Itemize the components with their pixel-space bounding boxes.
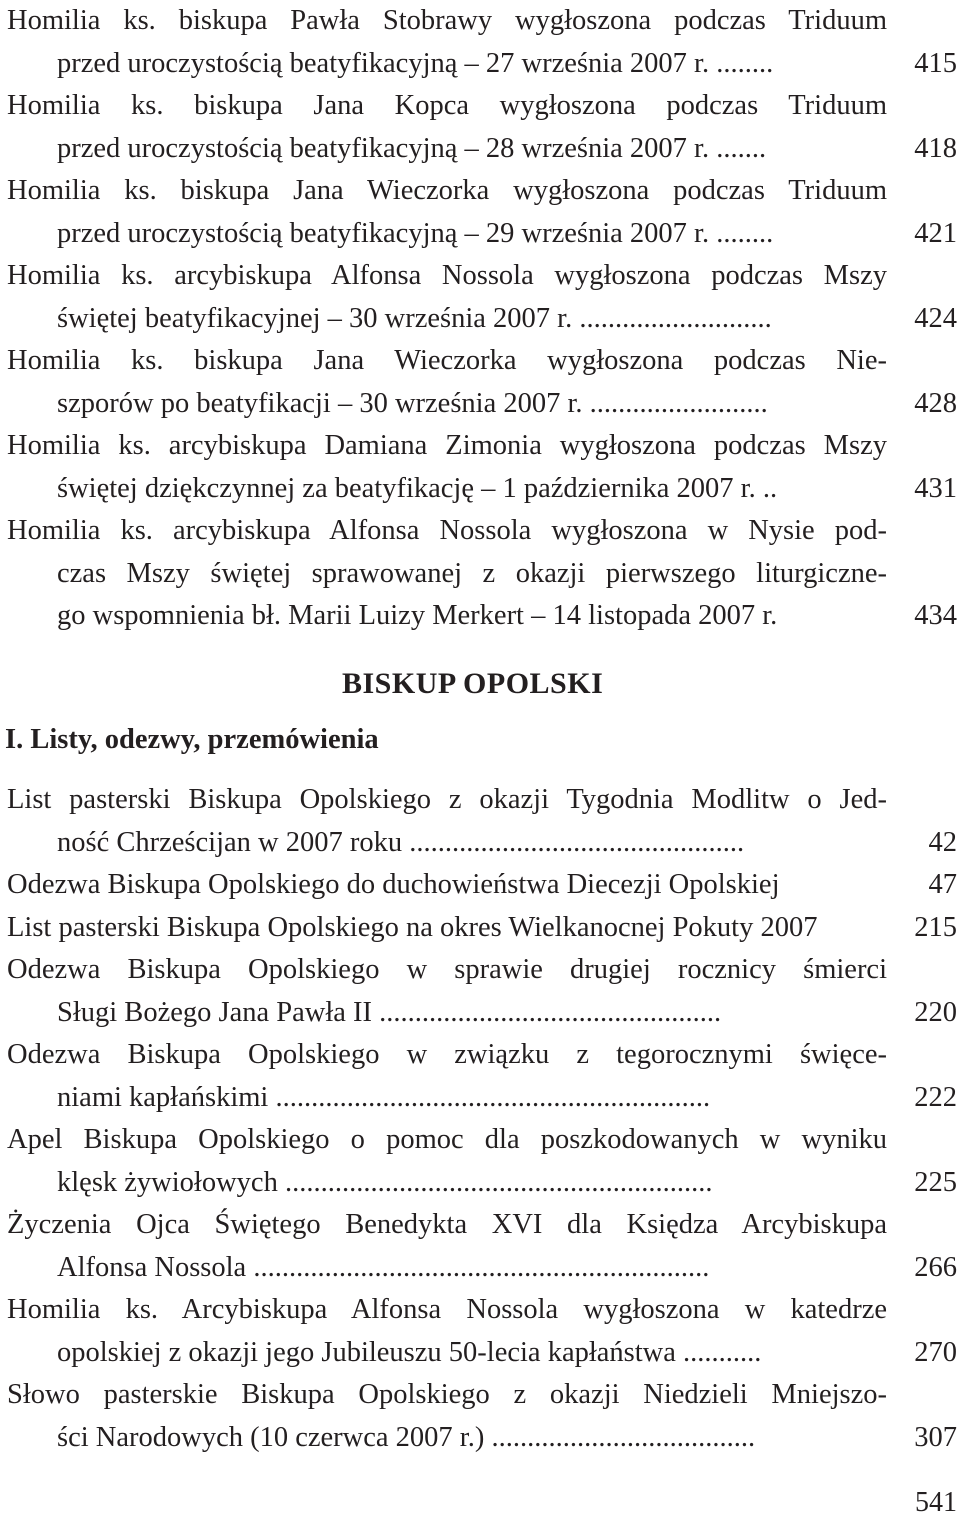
toc-entry-title [7,1374,887,1459]
toc-entry [7,779,957,864]
toc-entry-page-number: 266 [914,1251,957,1283]
toc-entry-page-number: 215 [914,911,957,943]
toc-entry-line: ści Narodowych (10 czerwca 2007 r.) ..................................... [57,1421,756,1453]
toc-entry [7,1204,957,1289]
toc-entry-page-number: 307 [914,1421,957,1453]
toc-entry [7,255,957,340]
toc-entry-line: Życzenia Ojca Świętego Benedykta XVI dla Księdza Arcybiskupa [7,1209,887,1240]
section-heading: BISKUP OPOLSKI [342,667,604,700]
toc-entry-page-number: 225 [914,1166,957,1198]
toc-entry-line: Odezwa Biskupa Opolskiego do duchowieństwa Diecezji Opolskiej [7,869,780,900]
toc-entry-line: przed uroczystością beatyfikacyjną – 27 września 2007 r. ........ [57,47,774,79]
toc-entry [7,1034,957,1119]
toc-entry-line: Homilia ks. biskupa Jana Wieczorka wygłoszona podczas Triduum [7,175,887,206]
toc-entry [7,510,957,638]
toc-entry-line: Apel Biskupa Opolskiego o pomoc dla poszkodowanych w wyniku [7,1124,887,1155]
toc-entry-title [7,340,887,425]
toc-entry-line: Alfonsa Nossola ................................................................ [57,1251,710,1283]
toc-list-part1 [7,0,957,638]
toc-entry-title [7,1289,887,1374]
toc-entry-page-number: 424 [914,302,957,334]
toc-list-part2 [7,779,957,1459]
subsection-heading: I. Listy, odezwy, przemówienia [5,724,379,755]
toc-entry-page-number: 434 [914,600,957,631]
toc-entry-line: List pasterski Biskupa Opolskiego na okres Wielkanocnej Pokuty 2007 [7,911,818,943]
toc-entry-line: Homilia ks. Arcybiskupa Alfonsa Nossola wygłoszona w katedrze [7,1294,887,1325]
toc-entry-page-number: 428 [914,387,957,419]
toc-entry-page-number: 418 [914,132,957,164]
toc-entry [7,949,957,1034]
toc-entry-line: List pasterski Biskupa Opolskiego z okazji Tygodnia Modlitw o Jed- [7,784,887,815]
toc-entry-line: Sługi Bożego Jana Pawła II ................................................ [57,996,722,1028]
toc-entry-title [7,864,887,907]
toc-entry-title [7,85,887,170]
toc-entry-page-number: 421 [914,217,957,249]
toc-entry-line: Homilia ks. biskupa Jana Kopca wygłoszona podczas Triduum [7,90,887,121]
toc-entry-line: świętej beatyfikacyjnej – 30 września 2007 r. ........................... [57,302,772,334]
toc-entry-line: Słowo pasterskie Biskupa Opolskiego z okazji Niedzieli Mniejszo- [7,1379,887,1410]
toc-entry [7,340,957,425]
toc-entry-title [7,170,887,255]
toc-entry-title [7,779,887,864]
toc-entry [7,1289,957,1374]
toc-entry-line: Homilia ks. arcybiskupa Alfonsa Nossola wygłoszona w Nysie pod- [7,515,887,546]
toc-entry-title [7,1034,887,1119]
toc-entry-page-number: 270 [914,1336,957,1368]
toc-entry-line: Odezwa Biskupa Opolskiego w sprawie drugiej rocznicy śmierci [7,954,887,985]
toc-entry-title [7,1119,887,1204]
toc-entry [7,1374,957,1459]
toc-entry-line: niami kapłańskimi ............................................................. [57,1081,711,1113]
toc-entry [7,425,957,510]
toc-entry-page-number: 47 [928,869,957,900]
toc-entry-line: przed uroczystością beatyfikacyjną – 28 września 2007 r. ....... [57,132,767,164]
toc-entry-title [7,949,887,1034]
toc-entry-line: klęsk żywiołowych ............................................................ [57,1166,713,1198]
toc-entry-title [7,1204,887,1289]
toc-entry-line: przed uroczystością beatyfikacyjną – 29 września 2007 r. ........ [57,217,774,249]
toc-entry [7,85,957,170]
toc-entry-page-number: 220 [914,996,957,1028]
toc-entry-line: Homilia ks. biskupa Jana Wieczorka wygłoszona podczas Nie- [7,345,887,376]
toc-entry [7,864,957,907]
toc-entry-line: Homilia ks. arcybiskupa Damiana Zimonia wygłoszona podczas Mszy [7,430,887,461]
toc-entry-line: szporów po beatyfikacji – 30 września 2007 r. ......................... [57,387,768,419]
toc-entry-title [7,255,887,340]
toc-entry-title [7,0,887,85]
toc-entry-line: Odezwa Biskupa Opolskiego w związku z tegorocznymi święce- [7,1039,887,1070]
toc-entry [7,1119,957,1204]
toc-entry-title [7,907,887,950]
toc-entry-page-number: 431 [914,472,957,504]
toc-entry-line: go wspomnienia bł. Marii Luizy Merkert – 14 listopada 2007 r. [57,600,778,631]
page-number: 541 [915,1487,957,1518]
toc-entry-line: świętej dziękczynnej za beatyfikację – 1 października 2007 r. .. [57,472,778,504]
toc-entry-title [7,510,887,638]
toc-entry-page-number: 415 [914,47,957,79]
toc-entry [7,0,957,85]
toc-entry-line: czas Mszy świętej sprawowanej z okazji pierwszego liturgiczne- [57,557,887,589]
toc-entry-line: ność Chrześcijan w 2007 roku ............................................... [57,826,745,858]
toc-entry-title [7,425,887,510]
toc-entry-line: Homilia ks. biskupa Pawła Stobrawy wygłoszona podczas Triduum [7,5,887,36]
toc-entry-page-number: 42 [928,826,957,858]
toc-entry-line: Homilia ks. arcybiskupa Alfonsa Nossola wygłoszona podczas Mszy [7,260,887,291]
toc-entry-line: opolskiej z okazji jego Jubileuszu 50-lecia kapłaństwa ........... [57,1336,762,1368]
toc-entry [7,907,957,950]
toc-entry-page-number: 222 [914,1081,957,1113]
toc-entry [7,170,957,255]
